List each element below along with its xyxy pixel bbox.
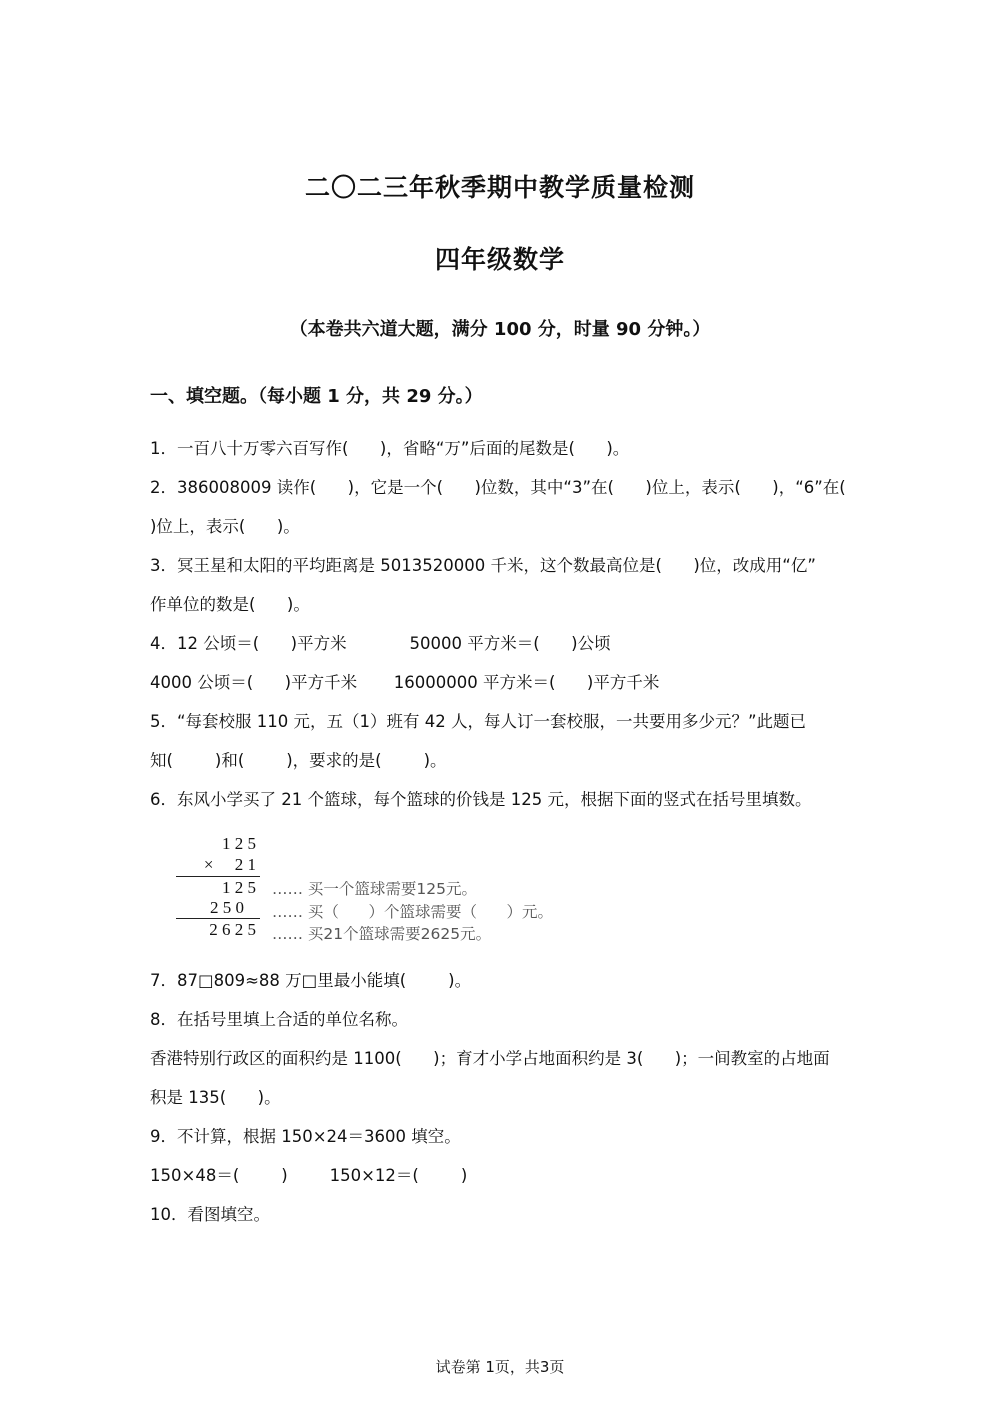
vm-row-partial-2: 2 5 0 bbox=[210, 898, 244, 917]
section-heading: 一、填空题。（每小题 1 分，共 29 分。） bbox=[150, 386, 483, 407]
vm-comment: …… 买一个篮球需要125元。 bbox=[272, 880, 478, 898]
question-line: 5．“每套校服 110 元，五（1）班有 42 人，每人订一套校服，一共要用多少元？”此题已 bbox=[150, 712, 807, 731]
vm-row-multiplicand: 1 2 5 bbox=[222, 834, 256, 853]
question-line: 3．冥王星和太阳的平均距离是 5013520000 千米，这个数最高位是( )位，改成用“亿” bbox=[150, 556, 816, 575]
vm-divider bbox=[176, 876, 260, 877]
exam-note: （本卷共六道大题，满分 100 分，时量 90 分钟。） bbox=[289, 319, 711, 340]
vm-row-product: 2 6 2 5 bbox=[209, 920, 256, 939]
question-line: 150×48＝( ) 150×12＝( ) bbox=[150, 1166, 468, 1185]
question-line: 知( )和( )，要求的是( )。 bbox=[150, 751, 447, 770]
question-line: 积是 135( )。 bbox=[150, 1088, 281, 1107]
question-line: 2．386008009 读作( )，它是一个( )位数，其中“3”在( )位上，表示( )，“6”在( bbox=[150, 478, 846, 497]
vertical-multiplication bbox=[172, 834, 592, 944]
question-line: 8．在括号里填上合适的单位名称。 bbox=[150, 1010, 408, 1029]
question-line: 6．东风小学买了 21 个篮球，每个篮球的价钱是 125 元，根据下面的竖式在括号里填数。 bbox=[150, 790, 812, 809]
question-line: 9．不计算，根据 150×24＝3600 填空。 bbox=[150, 1127, 461, 1146]
vm-row-multiplier: × 2 1 bbox=[203, 855, 256, 874]
vm-comment: …… 买（ ）个篮球需要（ ）元。 bbox=[272, 903, 554, 921]
question-line: 4000 公顷＝( )平方千米 16000000 平方米＝( )平方千米 bbox=[150, 673, 660, 692]
question-line: 4．12 公顷＝( )平方米 50000 平方米＝( )公顷 bbox=[150, 634, 611, 653]
question-line: 10．看图填空。 bbox=[150, 1205, 270, 1224]
vm-comment: …… 买21个篮球需要2625元。 bbox=[272, 925, 492, 943]
page-footer: 试卷第 1页，共3页 bbox=[435, 1358, 565, 1376]
exam-subtitle: 四年级数学 bbox=[434, 245, 565, 274]
question-line: 1．一百八十万零六百写作( )，省略“万”后面的尾数是( )。 bbox=[150, 439, 630, 458]
vm-row-partial-1: 1 2 5 bbox=[222, 878, 256, 897]
question-line: 香港特别行政区的面积约是 1100( )；育才小学占地面积约是 3( )；一间教室的占地面 bbox=[150, 1049, 830, 1068]
question-line: 作单位的数是( )。 bbox=[150, 595, 310, 614]
question-line: )位上，表示( )。 bbox=[150, 517, 300, 536]
question-line: 7．87□809≈88 万□里最小能填( )。 bbox=[150, 971, 472, 990]
vm-divider bbox=[176, 918, 260, 919]
exam-title: 二〇二三年秋季期中教学质量检测 bbox=[304, 173, 695, 202]
